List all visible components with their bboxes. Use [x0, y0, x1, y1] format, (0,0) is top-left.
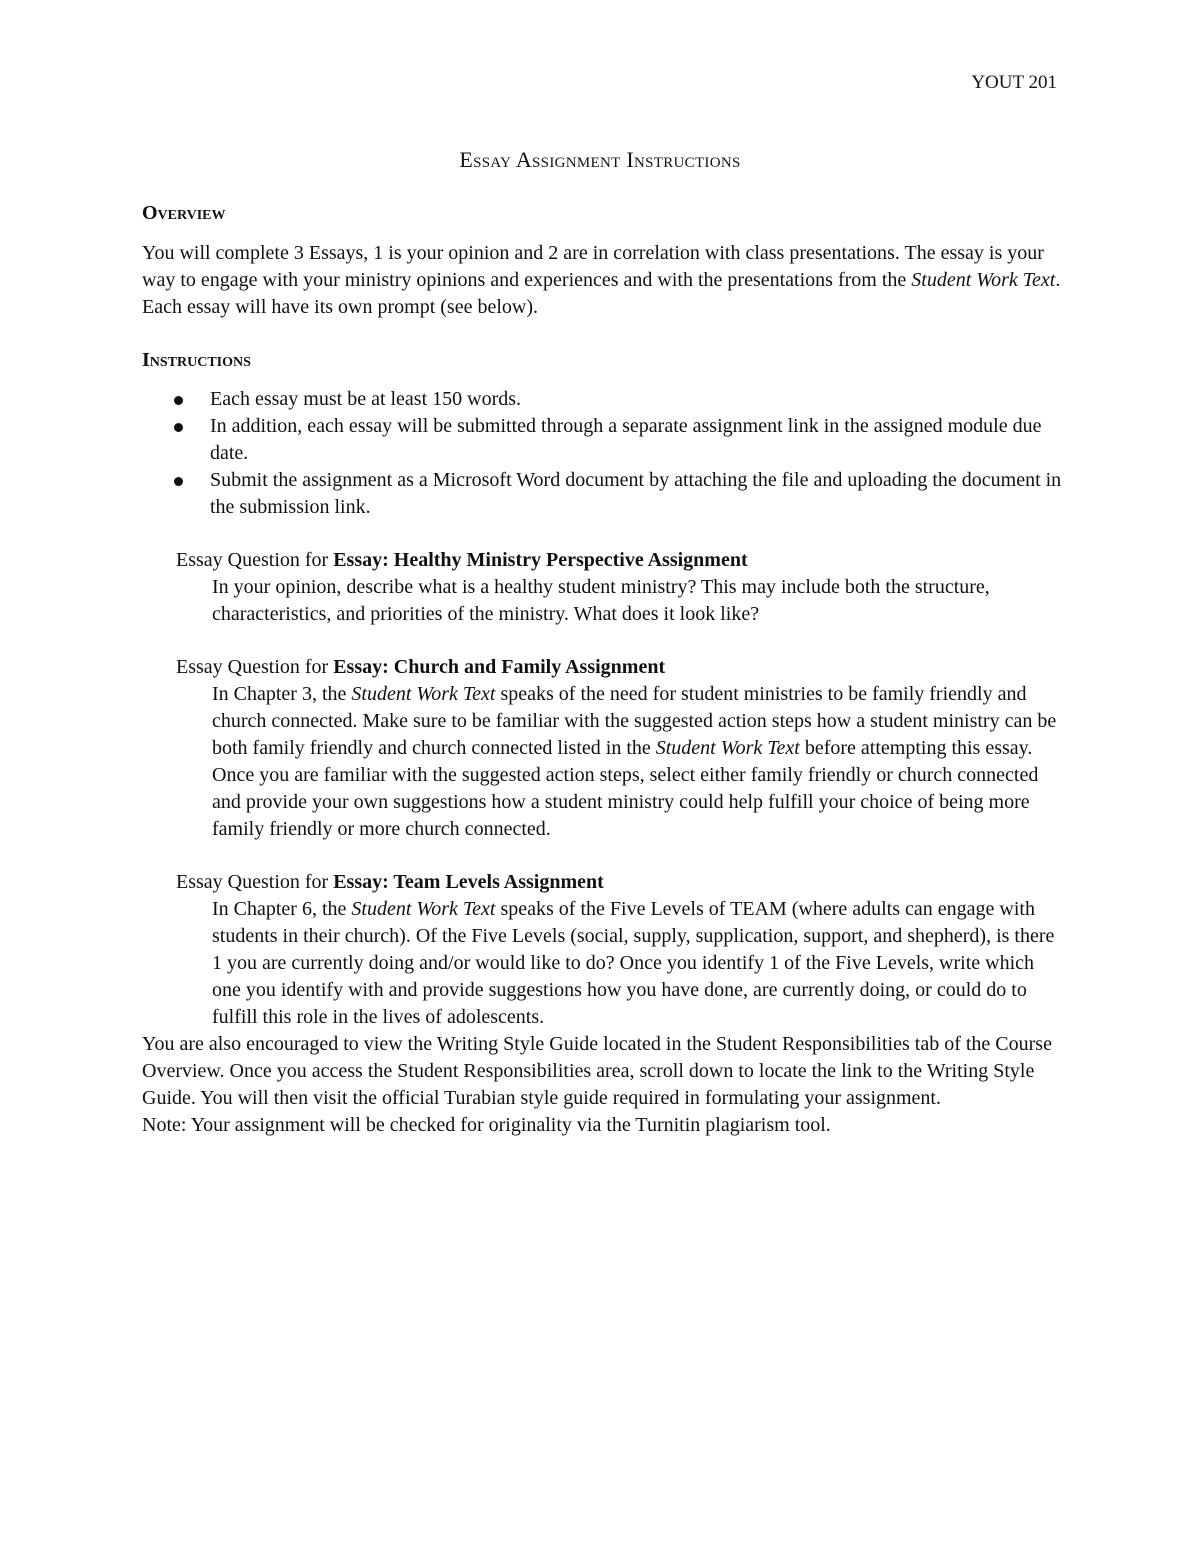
list-item [210, 386, 1062, 413]
question-italic-title: Student Work Text [351, 898, 496, 920]
course-code: YOUT 201 [971, 72, 1057, 93]
overview-text-1: You will complete 3 Essays, 1 is your opinion and 2 are in correlation with class presentations. The essay is your way to engage with your ministry opinions and experiences and with the presentations from the [142, 242, 1044, 291]
overview-italic-title: Student Work Text [911, 269, 1056, 291]
question-body [212, 896, 1062, 1031]
instructions-list [142, 386, 1062, 521]
question-heading [176, 654, 1062, 681]
list-item-text: Each essay must be at least 150 words. [210, 388, 522, 410]
question-text: speaks of the Five Levels of TEAM (where adults can engage with students in their church). Of the Five Levels (social, supply, supplication, support, and shepherd), is there 1 you are currently doing and/or would like to do? Once you identify 1 of the Five Levels, write which one you identify with and provide suggestions how you have done, are currently doing, or could do to fulfill this role in the lives of adolescents. [212, 898, 1055, 1028]
question-healthy-ministry [176, 547, 1062, 628]
question-text: before attempting this essay. Once you are familiar with the suggested action steps, select either family friendly or church connected and provide your own suggestions how a student ministry could help fulfill your choice of being more family friendly or more church connected. [212, 737, 1039, 840]
instructions-heading: Instructions [142, 349, 251, 371]
question-prefix: Essay Question for [176, 656, 334, 678]
style-guide-paragraph: You are also encouraged to view the Writing Style Guide located in the Student Responsibilities tab of the Course Overview. Once you access the Student Responsibilities area, scroll down to locate the link to the Writing Style Guide. You will then visit the official Turabian style guide required in formulating your assignment. [142, 1033, 1052, 1109]
question-title: Essay: Church and Family Assignment [333, 656, 666, 678]
question-heading [176, 869, 1062, 896]
list-item [210, 413, 1062, 467]
question-text: In your opinion, describe what is a healthy student ministry? This may include both the structure, characteristics, and priorities of the ministry. What does it look like? [212, 576, 990, 625]
question-prefix: Essay Question for [176, 549, 334, 571]
question-italic-title: Student Work Text [351, 683, 496, 705]
overview-text-2: . Each essay will have its own prompt (see below). [142, 269, 1061, 318]
overview-heading: Overview [142, 202, 226, 224]
bullet-icon [174, 477, 183, 486]
list-item-text: Submit the assignment as a Microsoft Word document by attaching the file and uploading the document in the submission link. [210, 469, 1062, 518]
question-team-levels [176, 869, 1062, 1031]
question-heading [176, 547, 1062, 574]
page-title: Essay Assignment Instructions [459, 147, 741, 172]
list-item [210, 467, 1062, 521]
overview-paragraph [142, 240, 1062, 321]
list-item-text: In addition, each essay will be submitted through a separate assignment link in the assigned module due date. [210, 415, 1042, 464]
question-text: In Chapter 6, the [212, 898, 352, 920]
originality-note: Note: Your assignment will be checked for originality via the Turnitin plagiarism tool. [142, 1114, 831, 1136]
question-church-family [176, 654, 1062, 843]
question-body [212, 681, 1062, 843]
document-body [142, 200, 1062, 1139]
question-text: speaks of the need for student ministries to be family friendly and church connected. Make sure to be familiar with the suggested action steps how a student ministry can be both family friendly and church connected listed in the [212, 683, 1057, 759]
question-italic-title: Student Work Text [655, 737, 800, 759]
question-prefix: Essay Question for [176, 871, 334, 893]
question-body [212, 574, 1062, 628]
question-title: Essay: Healthy Ministry Perspective Assignment [333, 549, 748, 571]
question-text: In Chapter 3, the [212, 683, 352, 705]
bullet-icon [174, 423, 183, 432]
bullet-icon [174, 396, 183, 405]
question-title: Essay: Team Levels Assignment [333, 871, 604, 893]
